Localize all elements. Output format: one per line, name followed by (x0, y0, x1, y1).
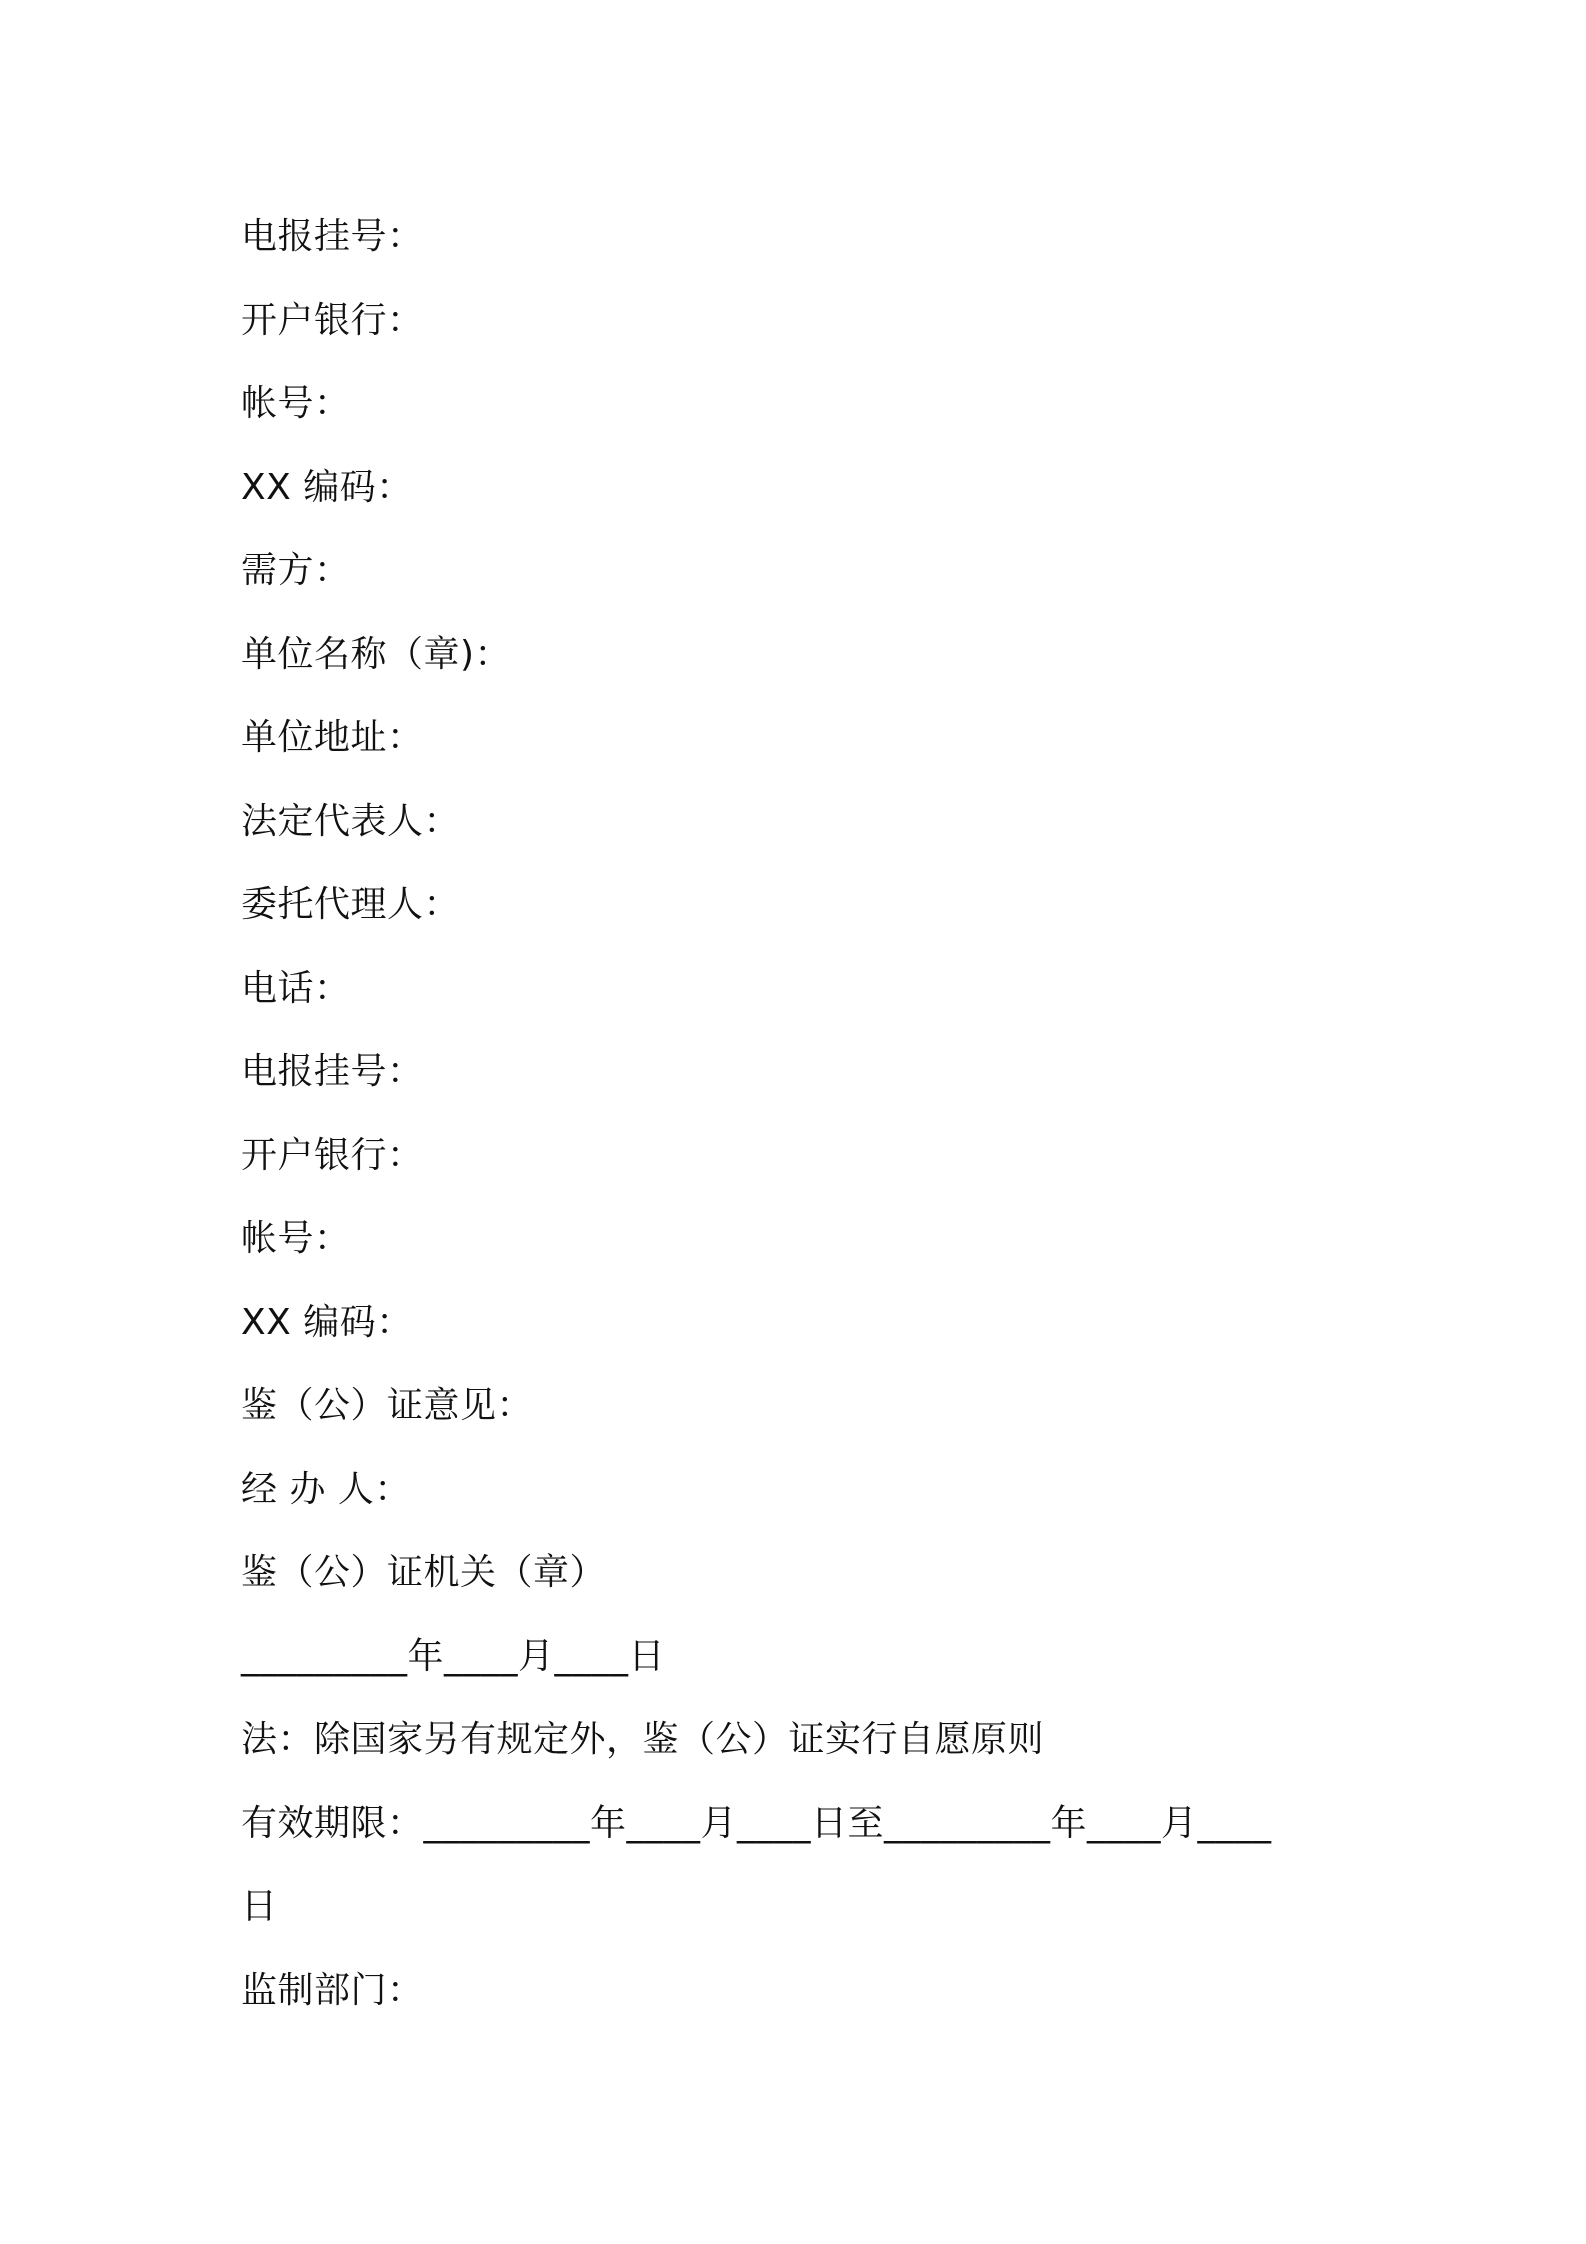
line-phone: 电话： (241, 967, 351, 1009)
line-account-buyer: 帐号： (241, 1218, 351, 1259)
line-supervising-department: 监制部门： (241, 1969, 424, 2011)
line-notarization-opinion: 鉴（公）证意见： (241, 1385, 534, 1426)
line-bank-buyer: 开户银行： (241, 1134, 424, 1176)
line-notarization-authority: 鉴（公）证机关（章） (241, 1552, 607, 1593)
line-code-supplier: XX 编码： (241, 466, 413, 508)
line-bank-supplier: 开户银行： (241, 299, 424, 341)
line-handler: 经 办 人： (241, 1468, 411, 1510)
line-code-buyer: XX 编码： (241, 1301, 413, 1343)
contract-text (241, 195, 1371, 2032)
line-unit-name: 单位名称（章)： (241, 633, 512, 675)
line-account-supplier: 帐号： (241, 383, 351, 424)
line-telegraph-code-supplier: 电报挂号： (241, 216, 424, 257)
line-authorized-agent: 委托代理人： (241, 884, 461, 925)
line-telegraph-code-buyer: 电报挂号： (241, 1051, 424, 1092)
line-validity-day: 日 (241, 1886, 278, 1927)
line-validity-period: 有效期限：_________年____月____日至_________年____月____ (241, 1802, 1272, 1844)
line-buyer: 需方： (241, 550, 351, 591)
line-voluntary-note: 法：除国家另有规定外，鉴（公）证实行自愿原则 (241, 1719, 1045, 1760)
line-unit-address: 单位地址： (241, 717, 424, 758)
line-date-blank: _________年____月____日 (241, 1635, 665, 1677)
line-legal-representative: 法定代表人： (241, 800, 461, 842)
